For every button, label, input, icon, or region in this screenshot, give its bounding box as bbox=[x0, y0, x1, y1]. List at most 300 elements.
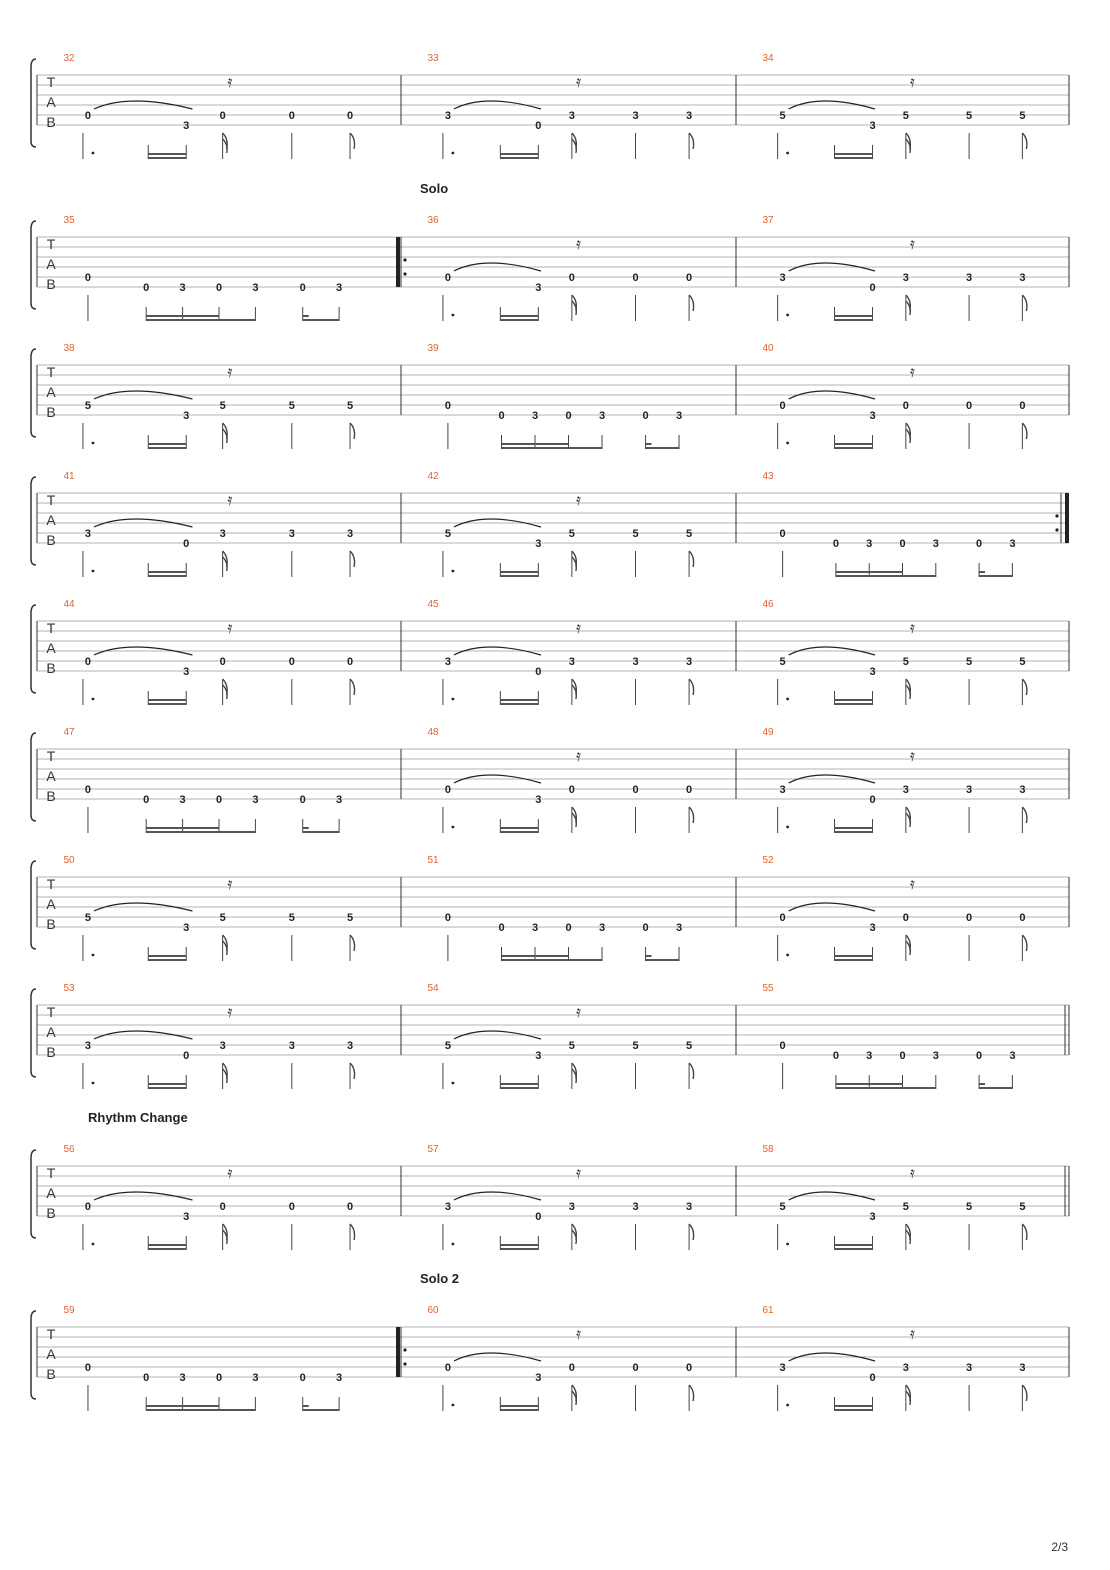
beam bbox=[646, 955, 652, 957]
system-bracket bbox=[31, 989, 36, 1077]
fret-number: 3 bbox=[1009, 1050, 1016, 1062]
fret-number: 0 bbox=[215, 794, 223, 806]
measure bbox=[762, 471, 1069, 577]
fret-number: 0 bbox=[1019, 912, 1026, 924]
tab-clef-letter: A bbox=[46, 94, 56, 110]
note-flag bbox=[689, 551, 694, 567]
repeat-dot bbox=[403, 272, 406, 275]
measure bbox=[396, 215, 736, 321]
dot bbox=[92, 1243, 95, 1246]
note-flag bbox=[1022, 295, 1027, 311]
beam bbox=[646, 447, 680, 449]
fret-number: 0 bbox=[899, 1050, 906, 1062]
beam bbox=[979, 1083, 985, 1085]
fret-number: 0 bbox=[535, 1211, 542, 1223]
fret-number: 0 bbox=[84, 272, 92, 284]
sixteenth-rest: 𝄿 bbox=[910, 876, 915, 893]
fret-number: 3 bbox=[346, 528, 354, 540]
sixteenth-rest: 𝄿 bbox=[910, 74, 915, 91]
measure-number: 38 bbox=[63, 343, 75, 354]
beam bbox=[146, 831, 255, 833]
measure bbox=[427, 471, 736, 577]
beam bbox=[500, 699, 538, 701]
note-flag bbox=[689, 133, 694, 149]
beam bbox=[500, 1409, 538, 1411]
note-flag bbox=[689, 679, 694, 695]
fret-number: 0 bbox=[976, 1050, 983, 1062]
repeat-start-thick-bar bbox=[396, 1327, 400, 1377]
measure-number: 54 bbox=[427, 983, 439, 994]
beam bbox=[146, 827, 219, 829]
fret-number: 5 bbox=[686, 1040, 693, 1052]
fret-number: 3 bbox=[869, 410, 876, 422]
beam bbox=[148, 443, 186, 445]
measure-number: 34 bbox=[762, 53, 774, 64]
fret-number: 0 bbox=[288, 110, 295, 122]
beam bbox=[500, 315, 538, 317]
tab-clef-letter: A bbox=[46, 256, 56, 272]
beam bbox=[835, 831, 873, 833]
fret-number: 0 bbox=[444, 1362, 451, 1374]
note-flag bbox=[689, 1063, 694, 1079]
measure bbox=[762, 855, 1069, 961]
fret-number: 3 bbox=[779, 784, 786, 796]
measure-number: 52 bbox=[762, 855, 774, 866]
tab-clef-letter: A bbox=[46, 640, 56, 656]
fret-number: 3 bbox=[444, 110, 451, 122]
beam bbox=[835, 699, 873, 701]
tab-clef-letter: T bbox=[46, 876, 56, 892]
fret-number: 0 bbox=[568, 1362, 575, 1374]
fret-number: 0 bbox=[84, 784, 92, 796]
fret-number: 0 bbox=[219, 110, 226, 122]
measure-number: 51 bbox=[427, 855, 439, 866]
fret-number: 5 bbox=[902, 656, 909, 668]
fret-number: 0 bbox=[565, 410, 572, 422]
beam bbox=[835, 1409, 873, 1411]
fret-number: 3 bbox=[179, 282, 186, 294]
fret-number: 3 bbox=[535, 794, 542, 806]
fret-number: 3 bbox=[779, 1362, 786, 1374]
measure-number: 50 bbox=[63, 855, 75, 866]
fret-number: 3 bbox=[966, 272, 973, 284]
repeat-dot bbox=[403, 1348, 406, 1351]
beam bbox=[500, 1083, 538, 1085]
dot bbox=[452, 698, 455, 701]
sixteenth-rest: 𝄿 bbox=[910, 748, 915, 765]
measure bbox=[427, 855, 736, 961]
measure bbox=[427, 983, 736, 1089]
fret-number: 0 bbox=[869, 1372, 876, 1384]
fret-number: 0 bbox=[84, 1201, 92, 1213]
fret-number: 5 bbox=[288, 912, 295, 924]
fret-number: 3 bbox=[568, 110, 575, 122]
fret-number: 3 bbox=[598, 922, 606, 934]
beam bbox=[500, 1405, 538, 1407]
measure-number: 55 bbox=[762, 983, 774, 994]
page-number: 2/3 bbox=[1051, 1540, 1068, 1554]
fret-number: 0 bbox=[288, 1201, 295, 1213]
dot bbox=[786, 442, 789, 445]
note-flag bbox=[1022, 1224, 1027, 1240]
measure bbox=[63, 983, 401, 1089]
sixteenth-rest: 𝄿 bbox=[910, 236, 915, 253]
beam bbox=[303, 1409, 339, 1411]
beam bbox=[500, 703, 538, 705]
note-flag bbox=[689, 1224, 694, 1240]
measure-number: 42 bbox=[427, 471, 439, 482]
measure-number: 43 bbox=[762, 471, 774, 482]
beam bbox=[646, 443, 652, 445]
fret-number: 0 bbox=[779, 528, 786, 540]
fret-number: 5 bbox=[346, 400, 354, 412]
dot bbox=[786, 152, 789, 155]
tab-system bbox=[31, 855, 1069, 961]
note-flag bbox=[350, 1224, 355, 1240]
tab-clef-letter: A bbox=[46, 1185, 56, 1201]
fret-number: 0 bbox=[686, 272, 693, 284]
section-label: Solo 2 bbox=[420, 1271, 460, 1286]
fret-number: 3 bbox=[966, 784, 973, 796]
sixteenth-rest: 𝄿 bbox=[576, 74, 582, 91]
fret-number: 0 bbox=[498, 410, 505, 422]
dot bbox=[92, 954, 95, 957]
measure bbox=[427, 727, 736, 833]
repeat-dot bbox=[403, 258, 406, 261]
fret-number: 0 bbox=[84, 656, 92, 668]
measure bbox=[427, 599, 736, 705]
section-label: Rhythm Change bbox=[88, 1110, 188, 1125]
tab-clef-letter: A bbox=[46, 768, 56, 784]
beam bbox=[148, 959, 186, 961]
note-flag bbox=[689, 1385, 694, 1401]
beam bbox=[148, 575, 186, 577]
sixteenth-rest: 𝄿 bbox=[227, 876, 233, 893]
tab-clef-letter: T bbox=[46, 1004, 56, 1020]
fret-number: 5 bbox=[219, 912, 226, 924]
fret-number: 5 bbox=[568, 528, 575, 540]
fret-number: 0 bbox=[215, 1372, 223, 1384]
tab-clef-letter: T bbox=[46, 748, 56, 764]
beam bbox=[835, 315, 873, 317]
fret-number: 0 bbox=[288, 656, 295, 668]
beam bbox=[500, 157, 538, 159]
measure-number: 58 bbox=[762, 1144, 774, 1155]
tab-clef-letter: B bbox=[46, 404, 56, 420]
measure-number: 49 bbox=[762, 727, 774, 738]
beam bbox=[836, 1083, 903, 1085]
fret-number: 0 bbox=[346, 656, 354, 668]
sixteenth-rest: 𝄿 bbox=[227, 492, 233, 509]
measure bbox=[63, 343, 401, 449]
fret-number: 3 bbox=[1019, 272, 1026, 284]
fret-number: 5 bbox=[686, 528, 693, 540]
beam bbox=[835, 443, 873, 445]
dot bbox=[786, 826, 789, 829]
fret-number: 3 bbox=[568, 1201, 575, 1213]
fret-number: 3 bbox=[632, 1201, 639, 1213]
fret-number: 5 bbox=[966, 110, 973, 122]
fret-number: 3 bbox=[336, 282, 343, 294]
section-label: Solo bbox=[420, 181, 449, 196]
beam bbox=[502, 959, 603, 961]
system-bracket bbox=[31, 605, 36, 693]
beam bbox=[835, 1248, 873, 1250]
sixteenth-rest: 𝄿 bbox=[227, 1165, 233, 1182]
beam bbox=[148, 571, 186, 573]
beam bbox=[500, 831, 538, 833]
tab-clef-letter: T bbox=[46, 1326, 56, 1342]
dot bbox=[452, 570, 455, 573]
measure-number: 33 bbox=[427, 53, 439, 64]
measure bbox=[63, 1144, 401, 1250]
tab-clef-letter: A bbox=[46, 896, 56, 912]
measure bbox=[762, 215, 1069, 321]
beam bbox=[835, 157, 873, 159]
beam bbox=[148, 447, 186, 449]
note-flag bbox=[350, 133, 355, 149]
tab-system bbox=[31, 343, 1069, 449]
measure-number: 59 bbox=[63, 1305, 75, 1316]
tab-clef-letter: T bbox=[46, 236, 56, 252]
note-flag bbox=[1022, 807, 1027, 823]
measure-number: 40 bbox=[762, 343, 774, 354]
measure bbox=[63, 855, 401, 961]
fret-number: 3 bbox=[869, 1211, 876, 1223]
beam bbox=[500, 153, 538, 155]
note-flag bbox=[689, 807, 694, 823]
measure-number: 36 bbox=[427, 215, 439, 226]
beam bbox=[979, 571, 985, 573]
beam bbox=[148, 699, 186, 701]
beam bbox=[835, 703, 873, 705]
fret-number: 0 bbox=[869, 282, 876, 294]
beam bbox=[148, 157, 186, 159]
note-flag bbox=[350, 1063, 355, 1079]
sixteenth-rest: 𝄿 bbox=[227, 74, 233, 91]
fret-number: 3 bbox=[183, 1211, 190, 1223]
fret-number: 3 bbox=[252, 1372, 259, 1384]
measure bbox=[63, 727, 401, 833]
fret-number: 0 bbox=[219, 1201, 226, 1213]
fret-number: 0 bbox=[779, 1040, 786, 1052]
fret-number: 0 bbox=[183, 538, 190, 550]
tab-clef-letter: B bbox=[46, 532, 56, 548]
system-bracket bbox=[31, 221, 36, 309]
beam bbox=[835, 1405, 873, 1407]
beam bbox=[303, 831, 339, 833]
measure bbox=[762, 727, 1069, 833]
fret-number: 5 bbox=[902, 1201, 909, 1213]
fret-number: 3 bbox=[346, 1040, 354, 1052]
repeat-dot bbox=[403, 1362, 406, 1365]
beam bbox=[148, 1248, 186, 1250]
fret-number: 3 bbox=[869, 922, 876, 934]
fret-number: 0 bbox=[535, 666, 542, 678]
fret-number: 5 bbox=[632, 1040, 639, 1052]
fret-number: 0 bbox=[832, 538, 839, 550]
fret-number: 5 bbox=[288, 400, 295, 412]
dot bbox=[786, 1404, 789, 1407]
tab-clef-letter: B bbox=[46, 1366, 56, 1382]
system-bracket bbox=[31, 477, 36, 565]
dot bbox=[452, 1243, 455, 1246]
fret-number: 0 bbox=[568, 784, 575, 796]
sixteenth-rest: 𝄿 bbox=[910, 364, 915, 381]
fret-number: 0 bbox=[632, 272, 639, 284]
tab-clef-letter: T bbox=[46, 364, 56, 380]
fret-number: 3 bbox=[686, 656, 693, 668]
tab-system bbox=[31, 983, 1069, 1089]
fret-number: 0 bbox=[832, 1050, 839, 1062]
fret-number: 3 bbox=[535, 538, 542, 550]
fret-number: 5 bbox=[966, 1201, 973, 1213]
dot bbox=[452, 826, 455, 829]
repeat-dot bbox=[1055, 528, 1058, 531]
sixteenth-rest: 𝄿 bbox=[227, 364, 233, 381]
fret-number: 3 bbox=[84, 1040, 92, 1052]
fret-number: 0 bbox=[444, 400, 451, 412]
dot bbox=[452, 314, 455, 317]
beam bbox=[835, 959, 873, 961]
beam bbox=[500, 319, 538, 321]
fret-number: 3 bbox=[568, 656, 575, 668]
beam bbox=[500, 571, 538, 573]
tab-clef-letter: B bbox=[46, 660, 56, 676]
dot bbox=[786, 954, 789, 957]
repeat-end-thick-bar bbox=[1065, 493, 1069, 543]
beam bbox=[836, 571, 903, 573]
measure bbox=[63, 599, 401, 705]
beam bbox=[500, 1248, 538, 1250]
note-flag bbox=[1022, 935, 1027, 951]
fret-number: 5 bbox=[1019, 1201, 1026, 1213]
dot bbox=[786, 698, 789, 701]
measure-number: 53 bbox=[63, 983, 75, 994]
fret-number: 0 bbox=[568, 272, 575, 284]
fret-number: 0 bbox=[642, 922, 649, 934]
measure bbox=[427, 343, 736, 449]
measure bbox=[427, 53, 736, 159]
beam bbox=[148, 955, 186, 957]
fret-number: 3 bbox=[869, 120, 876, 132]
measure-number: 39 bbox=[427, 343, 439, 354]
fret-number: 5 bbox=[779, 110, 786, 122]
sixteenth-rest: 𝄿 bbox=[576, 748, 582, 765]
tab-system bbox=[31, 599, 1069, 705]
fret-number: 3 bbox=[1009, 538, 1016, 550]
fret-number: 3 bbox=[966, 1362, 973, 1374]
measure-number: 44 bbox=[63, 599, 75, 610]
fret-number: 3 bbox=[932, 1050, 939, 1062]
beam bbox=[303, 1405, 309, 1407]
fret-number: 5 bbox=[219, 400, 226, 412]
beam bbox=[502, 447, 603, 449]
sixteenth-rest: 𝄿 bbox=[576, 492, 582, 509]
fret-number: 3 bbox=[179, 794, 186, 806]
fret-number: 0 bbox=[219, 656, 226, 668]
dot bbox=[452, 1404, 455, 1407]
sixteenth-rest: 𝄿 bbox=[576, 236, 582, 253]
tab-system bbox=[31, 181, 1069, 321]
measure-number: 32 bbox=[63, 53, 75, 64]
measure-number: 41 bbox=[63, 471, 75, 482]
repeat-dot bbox=[1055, 514, 1058, 517]
sixteenth-rest: 𝄿 bbox=[910, 1326, 915, 1343]
measure-number: 57 bbox=[427, 1144, 439, 1155]
beam bbox=[646, 959, 680, 961]
system-bracket bbox=[31, 1311, 36, 1399]
fret-number: 3 bbox=[252, 794, 259, 806]
measure bbox=[762, 1305, 1069, 1411]
fret-number: 3 bbox=[902, 1362, 909, 1374]
sixteenth-rest: 𝄿 bbox=[576, 1165, 582, 1182]
fret-number: 0 bbox=[84, 110, 92, 122]
note-flag bbox=[1022, 133, 1027, 149]
fret-number: 0 bbox=[143, 282, 150, 294]
fret-number: 5 bbox=[779, 656, 786, 668]
fret-number: 3 bbox=[179, 1372, 186, 1384]
fret-number: 3 bbox=[219, 528, 226, 540]
tab-clef-letter: A bbox=[46, 1024, 56, 1040]
beam bbox=[303, 315, 309, 317]
measure-number: 47 bbox=[63, 727, 75, 738]
fret-number: 0 bbox=[966, 400, 973, 412]
beam bbox=[979, 575, 1012, 577]
beam bbox=[835, 319, 873, 321]
beam bbox=[502, 443, 569, 445]
sixteenth-rest: 𝄿 bbox=[910, 1165, 915, 1182]
fret-number: 5 bbox=[966, 656, 973, 668]
note-flag bbox=[1022, 423, 1027, 439]
beam bbox=[146, 319, 255, 321]
fret-number: 0 bbox=[642, 410, 649, 422]
fret-number: 5 bbox=[632, 528, 639, 540]
beam bbox=[836, 575, 936, 577]
fret-number: 3 bbox=[902, 784, 909, 796]
beam bbox=[835, 827, 873, 829]
measure-number: 48 bbox=[427, 727, 439, 738]
measure bbox=[762, 983, 1069, 1089]
beam bbox=[835, 955, 873, 957]
fret-number: 0 bbox=[143, 794, 150, 806]
fret-number: 0 bbox=[902, 400, 909, 412]
note-flag bbox=[689, 295, 694, 311]
measure bbox=[762, 53, 1069, 159]
note-flag bbox=[350, 679, 355, 695]
tab-clef-letter: A bbox=[46, 512, 56, 528]
fret-number: 5 bbox=[902, 110, 909, 122]
tab-clef-letter: B bbox=[46, 1205, 56, 1221]
tab-system bbox=[31, 53, 1069, 159]
fret-number: 5 bbox=[444, 1040, 451, 1052]
sixteenth-rest: 𝄿 bbox=[576, 620, 582, 637]
tab-clef-letter: T bbox=[46, 74, 56, 90]
fret-number: 0 bbox=[444, 912, 451, 924]
beam bbox=[500, 575, 538, 577]
fret-number: 0 bbox=[215, 282, 223, 294]
tab-clef-letter: A bbox=[46, 1346, 56, 1362]
measure bbox=[63, 53, 401, 159]
fret-number: 3 bbox=[531, 410, 539, 422]
note-flag bbox=[1022, 679, 1027, 695]
fret-number: 5 bbox=[84, 912, 92, 924]
dot bbox=[92, 698, 95, 701]
fret-number: 3 bbox=[183, 120, 190, 132]
fret-number: 0 bbox=[902, 912, 909, 924]
beam bbox=[835, 1244, 873, 1246]
measure bbox=[762, 1144, 1069, 1250]
